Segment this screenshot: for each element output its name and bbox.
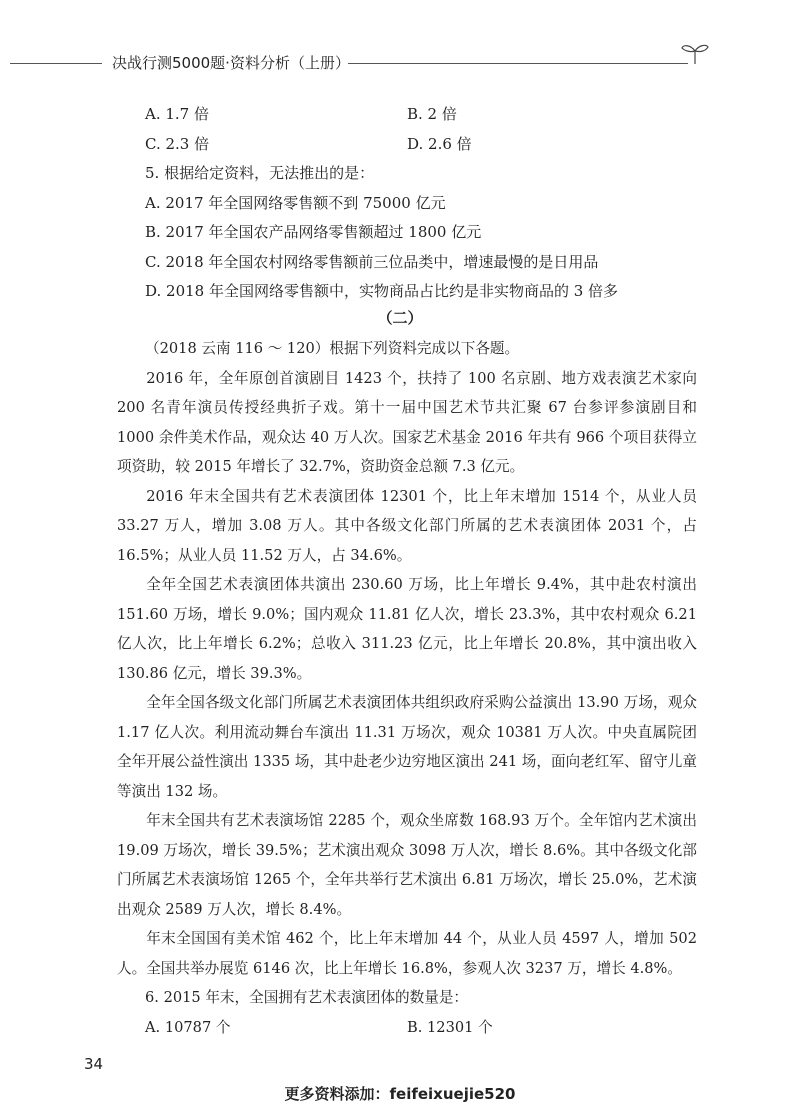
section-title: （二） <box>377 309 423 327</box>
running-header <box>0 50 800 78</box>
q6-options <box>117 1013 697 1043</box>
material-intro: （2018 云南 116 ～ 120）根据下列资料完成以下各题。 <box>145 340 520 357</box>
q5-option-a: A. 2017 年全国网络零售额不到 75000 亿元 <box>145 193 446 212</box>
page-number: 34 <box>84 1055 104 1073</box>
q5-option-d: D. 2018 年全国网络零售额中，实物商品占比约是非实物商品的 3 倍多 <box>145 282 619 300</box>
option-a: A. 1.7 倍 <box>145 105 209 123</box>
option-c: C. 2.3 倍 <box>145 134 210 153</box>
option-d: D. 2.6 倍 <box>407 134 472 153</box>
header-rule-left <box>10 63 102 64</box>
q4-options <box>145 100 705 159</box>
header-rule-right <box>348 63 688 64</box>
q5-option-c: C. 2018 年全国农村网络零售额前三位品类中，增速最慢的是日用品 <box>145 252 599 271</box>
book-title: 决战行测5000题·资料分析（上册） <box>112 54 350 72</box>
option-b: B. 2 倍 <box>407 105 457 123</box>
q6-option-b: B. 12301 个 <box>407 1018 493 1036</box>
material-text <box>117 334 697 1042</box>
paragraph: 年末全国共有艺术表演场馆 2285 个，观众坐席数 168.93 万个。全年馆内艺术演出 19.09 万场次，增长 39.5%；艺术演出观众 3098 万人次，增长 8.6%。其中各级文化部门所属艺术表演场馆 1265 个，全年共举行艺术演出 6.81 万场次，增长 25.0%，艺术演出观众 2589 万人次，增长 8.4%。 <box>117 812 697 918</box>
q6-stem: 6. 2015 年末，全国拥有艺术表演团体的数量是： <box>145 989 469 1006</box>
paragraph: 全年全国艺术表演团体共演出 230.60 万场，比上年增长 9.4%，其中赴农村演出 151.60 万场，增长 9.0%；国内观众 11.81 亿人次，增长 23.3%，其中农村观众 6.21 亿人次，比上年增长 6.2%；总收入 311.23 亿元，比上年增长 20.8%，其中演出收入 130.86 亿元，增长 39.3%。 <box>117 576 697 682</box>
q5-stem: 5. 根据给定资料，无法推出的是： <box>145 164 375 182</box>
paragraph: 2016 年末全国共有艺术表演团体 12301 个，比上年末增加 1514 个，从业人员 33.27 万人，增加 3.08 万人。其中各级文化部门所属的艺术表演团体 2031 个，占 16.5%；从业人员 11.52 万人，占 34.6%。 <box>117 487 697 564</box>
question-block <box>145 100 705 307</box>
paragraph: 全年全国各级文化部门所属艺术表演团体共组织政府采购公益演出 13.90 万场，观众 1.17 亿人次。利用流动舞台车演出 11.31 万场次，观众 10381 万人次。中央直属院团全年开展公益性演出 1335 场，其中赴老少边穷地区演出 241 场，面向老红军、留守儿童等演出 132 场。 <box>117 694 697 800</box>
option-row <box>145 130 705 160</box>
paragraph: 2016 年，全年原创首演剧目 1423 个，扶持了 100 名京剧、地方戏表演艺术家向 200 名青年演员传授经典折子戏。第十一届中国艺术节共汇聚 67 台参评参演剧目和 1000 余件美术作品，观众达 40 万人次。国家艺术基金 2016 年共有 966 个项目获得立项资助，较 2015 年增长了 32.7%，资助资金总额 7.3 亿元。 <box>117 369 697 475</box>
sprout-icon <box>680 42 710 66</box>
option-row <box>145 100 705 130</box>
paragraph: 年末全国国有美术馆 462 个，比上年末增加 44 个，从业人员 4597 人，增加 502 人。全国共举办展览 6146 次，比上年增长 16.8%，参观人次 3237 万，增长 4.8%。 <box>117 930 697 977</box>
q6-option-a: A. 10787 个 <box>145 1018 231 1036</box>
q5-option-b: B. 2017 年全国农产品网络零售额超过 1800 亿元 <box>145 223 482 241</box>
footer-note: 更多资料添加：feifeixuejie520 <box>284 1085 516 1103</box>
